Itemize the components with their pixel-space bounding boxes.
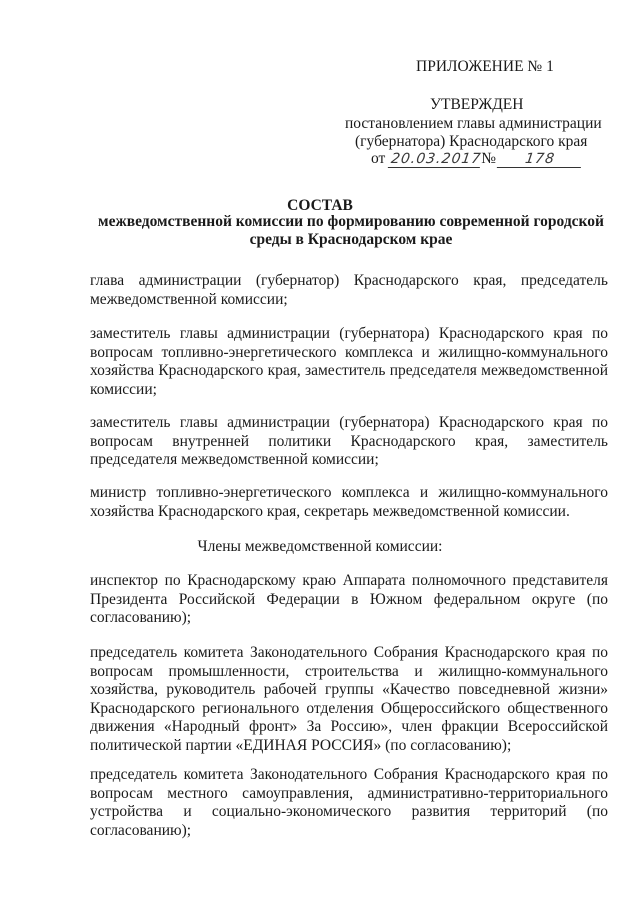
paragraph-deputy-2: заместитель главы администрации (губернатора) Краснодарского края по вопросам внутренней политики Краснодарского края, заместитель председателя межведомственной комиссии; xyxy=(90,414,608,468)
paragraph-chairman: глава администрации (губернатор) Краснодарского края, председатель межведомственной комиссии; xyxy=(90,272,608,308)
document-title: СОСТАВ xyxy=(287,197,353,214)
date-prefix: от xyxy=(371,150,386,167)
approved-label: УТВЕРЖДЕН xyxy=(430,96,524,113)
members-heading: Члены межведомственной комиссии: xyxy=(197,538,443,555)
decree-line-2: (губернатора) Краснодарского края xyxy=(355,133,588,150)
paragraph-deputy-1: заместитель главы администрации (губернатора) Краснодарского края по вопросам топливно-энергетического комплекса и жилищно-коммунального хозяйства Краснодарского края, заместитель председателя межведомственной комиссии; xyxy=(90,325,608,398)
number-sign: № xyxy=(481,150,496,167)
document-subtitle: межведомственной комиссии по формированию современной городской среды в Краснодарском крае xyxy=(98,213,604,248)
appendix-label: ПРИЛОЖЕНИЕ № 1 xyxy=(416,58,554,75)
decree-line-1: постановлением главы администрации xyxy=(345,115,602,132)
member-item-committee-local: председатель комитета Законодательного Собрания Краснодарского края по вопросам местного самоуправления, административно-территориального устройства и социально-экономического развития территорий (по согласованию); xyxy=(90,766,608,839)
handwritten-date: 20.03.2017 xyxy=(388,151,482,168)
decree-date-line xyxy=(371,150,582,168)
paragraph-secretary: министр топливно-энергетического комплекса и жилищно-коммунального хозяйства Краснодарского края, секретарь межведомственной комиссии. xyxy=(90,484,608,520)
handwritten-number: 178 xyxy=(497,151,583,168)
member-item-inspector: инспектор по Краснодарскому краю Аппарата полномочного представителя Президента Российской Федерации в Южном федеральном округе (по согласованию); xyxy=(90,572,608,626)
member-item-committee-industry: председатель комитета Законодательного Собрания Краснодарского края по вопросам промышленности, строительства и жилищно-коммунального хозяйства, руководитель рабочей группы «Качество повседневной жизни» Краснодарского регионального отделения Общероссийского общественного движения «Народный фронт» За Россию», член фракции Всероссийской политической партии «ЕДИНАЯ РОССИЯ» (по согласованию); xyxy=(90,644,608,754)
